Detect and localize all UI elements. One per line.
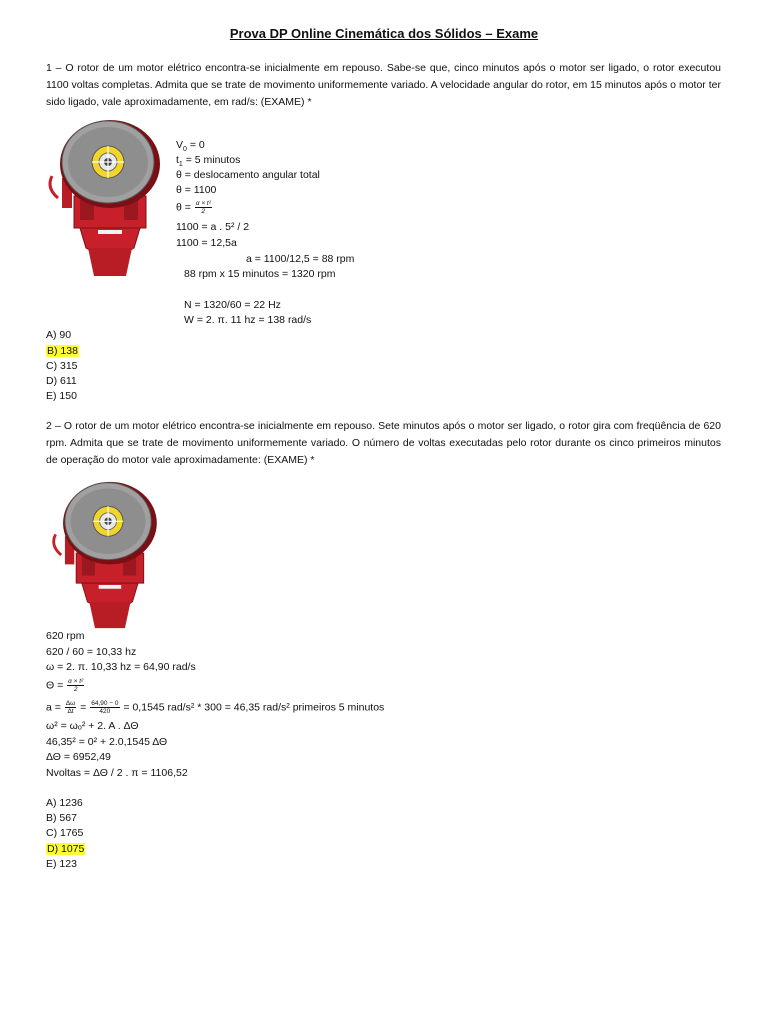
q2-step-3: ω = 2. π. 10,33 hz = 64,90 rad/s: [46, 661, 196, 673]
motor-illustration-2: [44, 480, 174, 630]
step-4: 88 rpm x 15 minutos = 1320 rpm: [184, 268, 336, 280]
q1-option-b-correct: B) 138: [47, 345, 78, 357]
given-theta-formula: θ = $\frac{\text{α × t²}}{2}$: [176, 200, 211, 215]
given-theta-desc: θ = deslocamento angular total: [176, 169, 320, 181]
step-1: 1100 = a . 5² / 2: [176, 221, 250, 233]
q2-step-1: 620 rpm: [46, 630, 85, 642]
step-6: W = 2. π. 11 hz = 138 rad/s: [184, 314, 312, 326]
step-5: N = 1320/60 = 22 Hz: [184, 299, 281, 311]
question-2-text: 2 – O rotor de um motor elétrico encontra-se inicialmente em repouso. Sete minutos após o motor ser ligado, o rotor gira com freqüência de 620 rpm. Admita que se trate de movimento uniformemente variado. O número de voltas executadas pelo rotor durante os cinco primeiros minutos de operação do motor vale aproximadamente: (EXAME) *: [46, 420, 721, 466]
motor-illustration-1: [44, 118, 174, 278]
q2-step-9: Nvoltas = ΔΘ / 2 . π = 1106,52: [46, 767, 188, 779]
q2-step-5: a = $\frac{\Delta\omega}{\Delta t}$ = $\frac{64,90 - 0}{420}$ = 0,1545 rad/s² * 300 = 46,35 rad/s² primeiros 5 minutos: [46, 700, 385, 715]
q2-step-7: 46,35² = 0² + 2.0,1545 ΔΘ: [46, 736, 168, 748]
q1-option-d: D) 611: [46, 375, 77, 387]
q1-option-c: C) 315: [46, 360, 78, 372]
given-t1: $t_1 = 5$ minutos: [176, 154, 241, 169]
given-v0: $V_0 = 0$: [176, 139, 205, 154]
q2-option-e: E) 123: [46, 858, 77, 870]
q2-step-4: Θ = $\frac{\text{α × t²}}{2}$: [46, 678, 84, 693]
q2-step-6: ω² = ωₒ² + 2. A . ΔΘ: [46, 720, 139, 732]
given-theta-value: θ = 1100: [176, 184, 217, 196]
q1-option-e: E) 150: [46, 390, 77, 402]
step-3: a = 1100/12,5 = 88 rpm: [246, 253, 355, 265]
q1-option-a: A) 90: [46, 329, 72, 341]
q2-option-c: C) 1765: [46, 827, 84, 839]
q2-option-a: A) 1236: [46, 797, 83, 809]
question-1-text: 1 – O rotor de um motor elétrico encontra-se inicialmente em repouso. Sabe-se que, cinco minutos após o motor ser ligado, o rotor executou 1100 voltas completas. Admita que se trate de movimento uniformemente variado. A velocidade angular do rotor, em 15 minutos após o motor ter sido ligado, vale aproximadamente, em rad/s: (EXAME) *: [46, 62, 721, 108]
q2-option-d-correct: D) 1075: [47, 843, 85, 855]
q2-step-2: 620 / 60 = 10,33 hz: [46, 646, 137, 658]
q2-option-b: B) 567: [46, 812, 77, 824]
step-2: 1100 = 12,5a: [176, 237, 237, 249]
q2-step-8: ΔΘ = 6952,49: [46, 751, 111, 763]
page-title: Prova DP Online Cinemática dos Sólidos – Exame: [229, 26, 539, 41]
